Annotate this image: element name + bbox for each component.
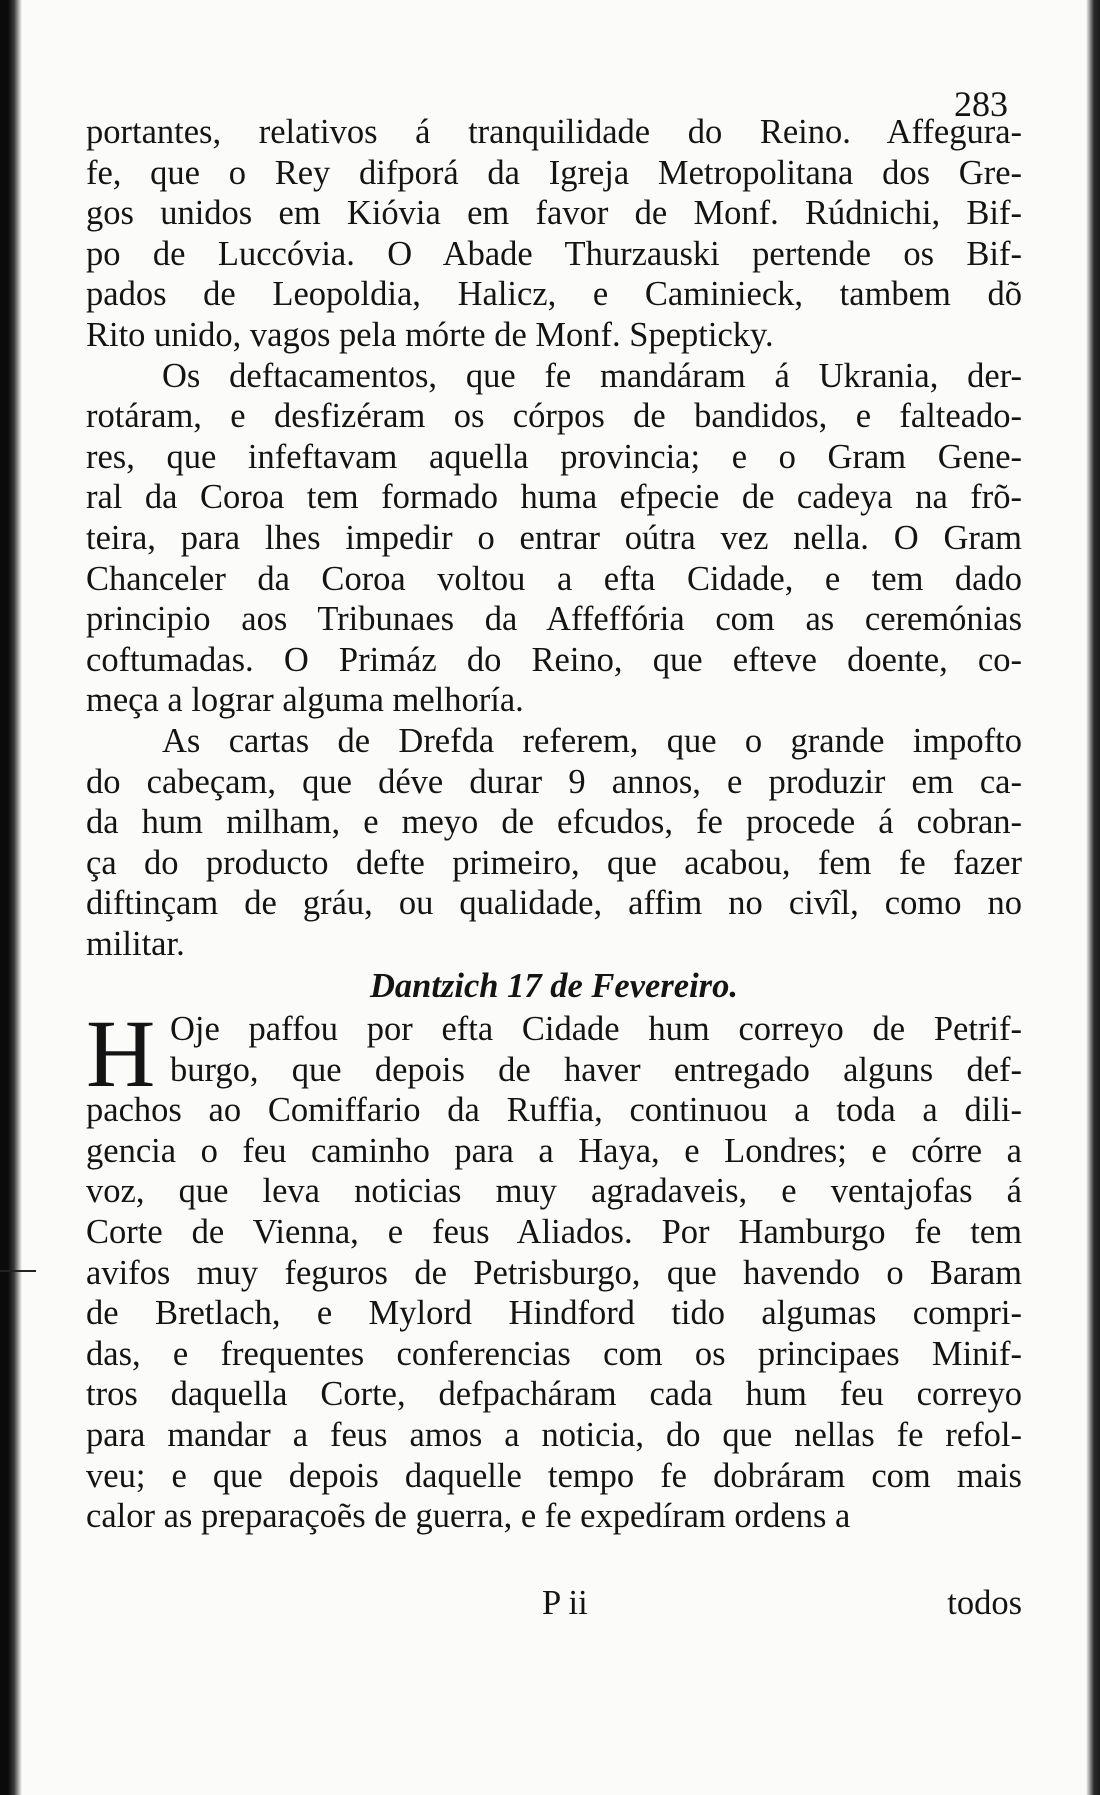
text-line: portantes, relativos á tranquilidade do Reino. Affegura-: [86, 113, 1022, 151]
paragraph: [86, 721, 1022, 965]
text-line: fe, que o Rey difporá da Igreja Metropolitana dos Gre-: [86, 153, 1022, 192]
text-line: voz, que leva noticias muy agradaveis, e ventajofas á: [86, 1172, 1022, 1211]
scan-edge-left: [0, 0, 22, 1795]
page-number: 283: [954, 84, 1008, 124]
text-line: Oje paffou por efta Cidade hum correyo de Petrif-: [170, 1010, 1022, 1049]
body-text: [86, 112, 1022, 1537]
dateline-text: Dantzich 17 de Fevereiro.: [370, 967, 738, 1006]
catchword: todos: [947, 1584, 1022, 1622]
text-line: pachos ao Comiffario da Ruffia, continuou a toda a dili-: [86, 1091, 1022, 1130]
text-line: meça a lograr alguma melhoría.: [86, 681, 524, 720]
text-line: pados de Leopoldia, Halicz, e Caminieck, tambem dõ: [86, 275, 1022, 314]
signature-mark: P ii: [542, 1584, 588, 1622]
text-line: res, que infeftavam aquella provincia; e o Gram Gene-: [86, 437, 1022, 476]
text-line: po de Luccóvia. O Abade Thurzauski pertende os Bif-: [86, 234, 1022, 273]
page-footer: [86, 1583, 1022, 1623]
text-line: de Bretlach, e Mylord Hindford tido algumas compri-: [86, 1294, 1022, 1333]
text-line: tros daquella Corte, defpacháram cada hum feu correyo: [86, 1375, 1022, 1414]
text-line: ça do producto defte primeiro, que acabou, fem fe fazer: [86, 843, 1022, 882]
text-line: Corte de Vienna, e feus Aliados. Por Hamburgo fe tem: [86, 1213, 1022, 1252]
paragraph: [86, 356, 1022, 721]
text-line: burgo, que depois de haver entregado alguns def-: [170, 1050, 1022, 1089]
text-line: calor as preparaçoẽs de guerra, e fe expedíram ordens a: [86, 1497, 851, 1536]
text-line: veu; e que depois daquelle tempo fe dobráram com mais: [86, 1456, 1022, 1495]
text-line: da hum milham, e meyo de efcudos, fe procede á cobran-: [86, 803, 1022, 842]
scan-mark: [0, 1270, 36, 1272]
text-line: rotáram, e desfizéram os córpos de bandidos, e falteado-: [86, 397, 1022, 436]
text-line: diftinçam de gráu, ou qualidade, affim no civîl, como no: [86, 884, 1022, 923]
text-line: militar.: [86, 924, 185, 963]
text-line: gencia o feu caminho para a Haya, e Londres; e córre a: [86, 1131, 1022, 1170]
paragraph: [86, 1000, 1022, 1537]
text-line: das, e frequentes conferencias com os principaes Minif-: [86, 1334, 1022, 1373]
text-line: Rito unido, vagos pela mórte de Monf. Spepticky.: [86, 315, 774, 354]
dateline-heading: [86, 966, 1022, 1007]
text-line: coftumadas. O Primáz do Reino, que efteve doente, co-: [86, 640, 1022, 679]
paragraph: [86, 112, 1022, 356]
text-line: ral da Coroa tem formado huma efpecie de cadeya na frõ-: [86, 478, 1022, 517]
text-line: gos unidos em Kióvia em favor de Monf. Rúdnichi, Bif-: [86, 194, 1022, 233]
text-line: Os deftacamentos, que fe mandáram á Ukrania, der-: [162, 356, 1022, 395]
text-line: avifos muy feguros de Petrisburgo, que havendo o Baram: [86, 1253, 1022, 1292]
scan-edge-right: [1086, 0, 1100, 1795]
text-line: para mandar a feus amos a noticia, do que nellas fe refol-: [86, 1416, 1022, 1454]
text-line: teira, para lhes impedir o entrar oútra vez nella. O Gram: [86, 518, 1022, 557]
text-line: Chanceler da Coroa voltou a efta Cidade, e tem dado: [86, 559, 1022, 598]
text-line: do cabeçam, que déve durar 9 annos, e produzir em ca-: [86, 762, 1022, 801]
text-line: As cartas de Drefda referem, que o grande impofto: [162, 721, 1022, 760]
text-line: principio aos Tribunaes da Affeffória com as ceremónias: [86, 600, 1022, 639]
drop-cap-initial: H: [86, 1000, 156, 1108]
